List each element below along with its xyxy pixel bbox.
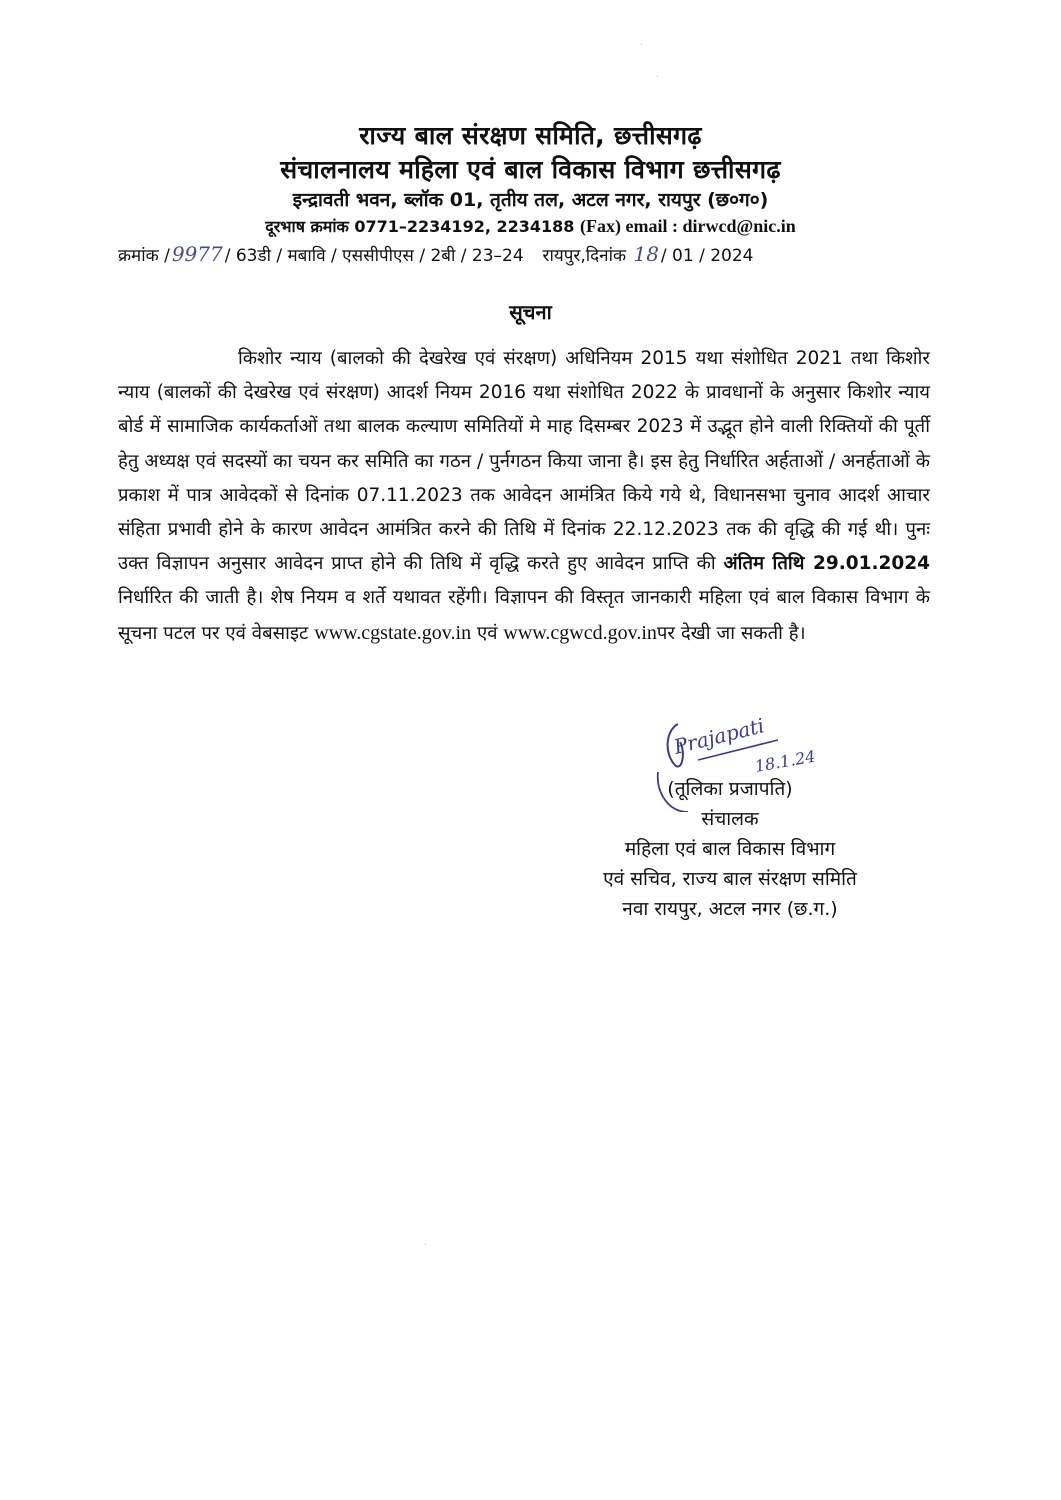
reference-code: / 63डी / मबावि / एससीपीएस / 2बी / 23–24 (224, 246, 524, 266)
reference-month-year: / 01 / 2024 (660, 246, 754, 266)
signatory-name: (तूलिका प्रजापति) (667, 778, 793, 800)
signatory-secretary-role: एवं सचिव, राज्य बाल संरक्षण समिति (603, 868, 857, 890)
scan-speck: · (656, 72, 660, 83)
notice-title: सूचना (509, 300, 552, 324)
reference-handwritten-number: 9977 (171, 242, 223, 266)
signatory-location: नवा रायपुर, अटल नगर (छ.ग.) (622, 898, 838, 920)
header-fax-email: (Fax) email : dirwcd@nic.in (580, 216, 796, 236)
header-committee-name: राज्य बाल संरक्षण समिति, छत्तीसगढ़ (359, 121, 702, 150)
header-address: इन्द्रावती भवन, ब्लॉक 01, तृतीय तल, अटल नगर, रायपुर (छ०ग०) (292, 189, 769, 211)
reference-line (118, 242, 918, 266)
header-directorate-name: संचालनालय महिला एवं बाल विकास विभाग छत्तीसगढ़ (280, 155, 781, 184)
notice-body (118, 342, 930, 651)
notice-deadline: अंतिम तिथि 29.01.2024 (723, 553, 930, 575)
signature-handwritten-name: Prajapati (671, 713, 767, 759)
header-contact (0, 215, 1061, 237)
signatory-designation: संचालक (701, 808, 759, 830)
reference-handwritten-day: 18 (633, 242, 659, 266)
reference-prefix: क्रमांक / (118, 246, 170, 266)
website-link-cgwcd: www.cgwcd.gov.in (503, 621, 657, 644)
scan-speck: · (424, 1240, 428, 1251)
signature-handwritten-date: 18.1.24 (753, 746, 817, 776)
notice-connector: एवं (476, 622, 498, 644)
notice-body-part2: निर्धारित की जाती है। शेष नियम व शर्ते यथावत रहेंगी। विज्ञापन की विस्तृत जानकारी महिला एवं बाल विकास विभाग के सूचना पटल पर एवं वेबसाइट (118, 587, 930, 644)
notice-body-end: पर देखी जा सकती है। (656, 622, 806, 644)
signature-block (520, 774, 940, 924)
scan-speck: · (640, 40, 644, 51)
notice-body-part1: किशोर न्याय (बालको की देखरेख एवं संरक्षण) अधिनियम 2015 यथा संशोधित 2021 तथा किशोर न्याय (बालकों की देखरेख एवं संरक्षण) आदर्श नियम 2016 यथा संशोधित 2022 के प्रावधानों के अनुसार किशोर न्याय बोर्ड में सामाजिक कार्यकर्ताओं तथा बालक कल्याण समितियों मे माह दिसम्बर 2023 में उद्भूत होने वाली रिक्तियों की पूर्ती हेतु अध्यक्ष एवं सदस्यों का चयन कर समिति का गठन / पुर्नगठन किया जाना है। इस हेतु निर्धारित अर्हताओं / अनर्हताओं के प्रकाश में पात्र आवेदकों से दिनांक 07.11.2023 तक आवेदन आमंत्रित किये गये थे, विधानसभा चुनाव आदर्श आचार संहिता प्रभावी होने के कारण आवेदन आमंत्रित करने की तिथि में दिनांक 22.12.2023 तक की वृद्धि की गई थी। पुनः उक्त विज्ञापन अनुसार आवेदन प्राप्त होने की तिथि में वृद्धि करते हुए आवेदन प्राप्ति की (118, 348, 930, 575)
reference-place-date-label: रायपुर,दिनांक (542, 246, 627, 266)
header-phone: दूरभाष क्रमांक 0771–2234192, 2234188 (265, 217, 575, 236)
signatory-department: महिला एवं बाल विकास विभाग (624, 838, 836, 860)
website-link-cgstate: www.cgstate.gov.in (314, 621, 472, 644)
